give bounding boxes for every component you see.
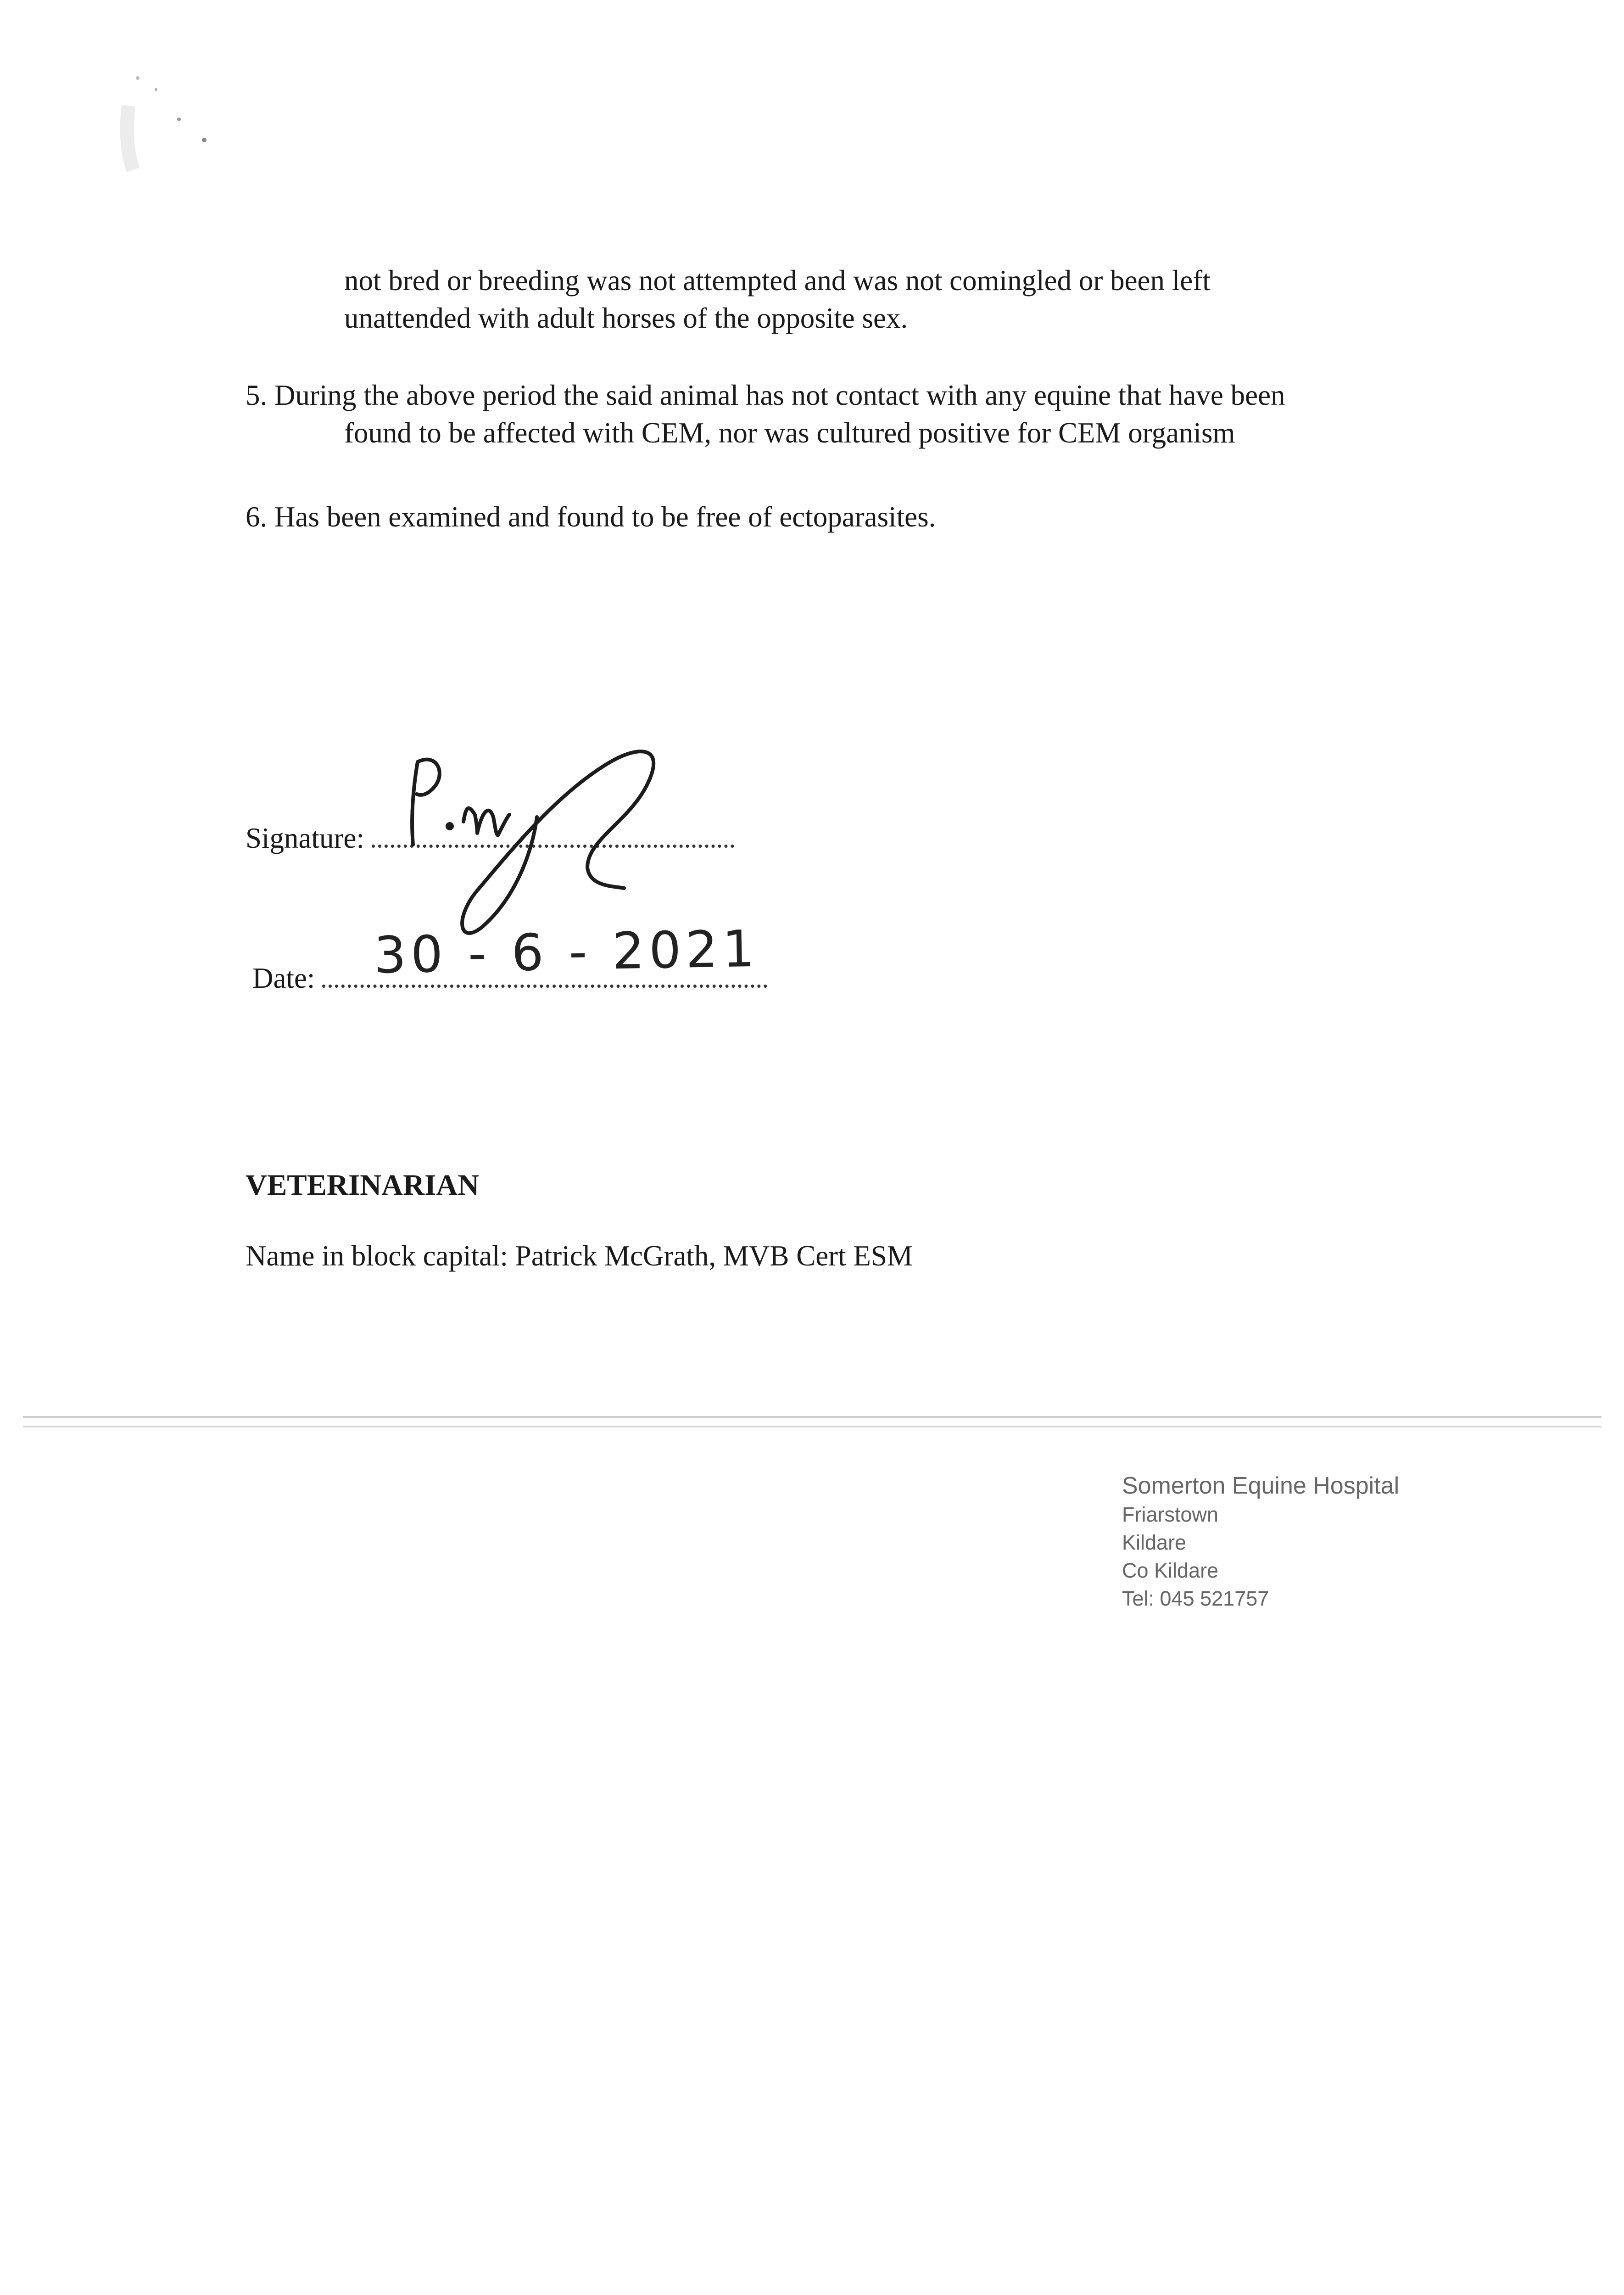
address-line-2: Kildare bbox=[1122, 1531, 1187, 1554]
veterinarian-heading: VETERINARIAN bbox=[246, 1169, 480, 1202]
address-line-3: Co Kildare bbox=[1122, 1559, 1219, 1582]
item-4-continuation bbox=[344, 262, 1211, 337]
address-line-1: Friarstown bbox=[1122, 1503, 1219, 1526]
continuation-line-2: unattended with adult horses of the opposite sex. bbox=[344, 302, 908, 334]
item-5-line-1: 5. During the above period the said animal has not contact with any equine that have been bbox=[246, 379, 1285, 411]
hospital-name: Somerton Equine Hospital bbox=[1122, 1472, 1400, 1499]
signature-label: Signature: bbox=[246, 822, 364, 854]
continuation-line-1: not bred or breeding was not attempted and was not comingled or been left bbox=[344, 264, 1211, 297]
veterinarian-name: Name in block capital: Patrick McGrath, MVB Cert ESM bbox=[246, 1240, 913, 1272]
item-5 bbox=[246, 376, 1285, 452]
item-5-line-2: found to be affected with CEM, nor was cultured positive for CEM organism bbox=[344, 417, 1235, 449]
date-label: Date: bbox=[252, 962, 315, 994]
item-6: 6. Has been examined and found to be free of ectoparasites. bbox=[246, 501, 936, 533]
address-stamp bbox=[1122, 1471, 1399, 1612]
phone-number: Tel: 045 521757 bbox=[1122, 1587, 1269, 1610]
divider bbox=[23, 1416, 1602, 1427]
scan-artifact bbox=[110, 64, 229, 184]
handwritten-date: 30 - 6 - 2021 bbox=[373, 919, 760, 985]
